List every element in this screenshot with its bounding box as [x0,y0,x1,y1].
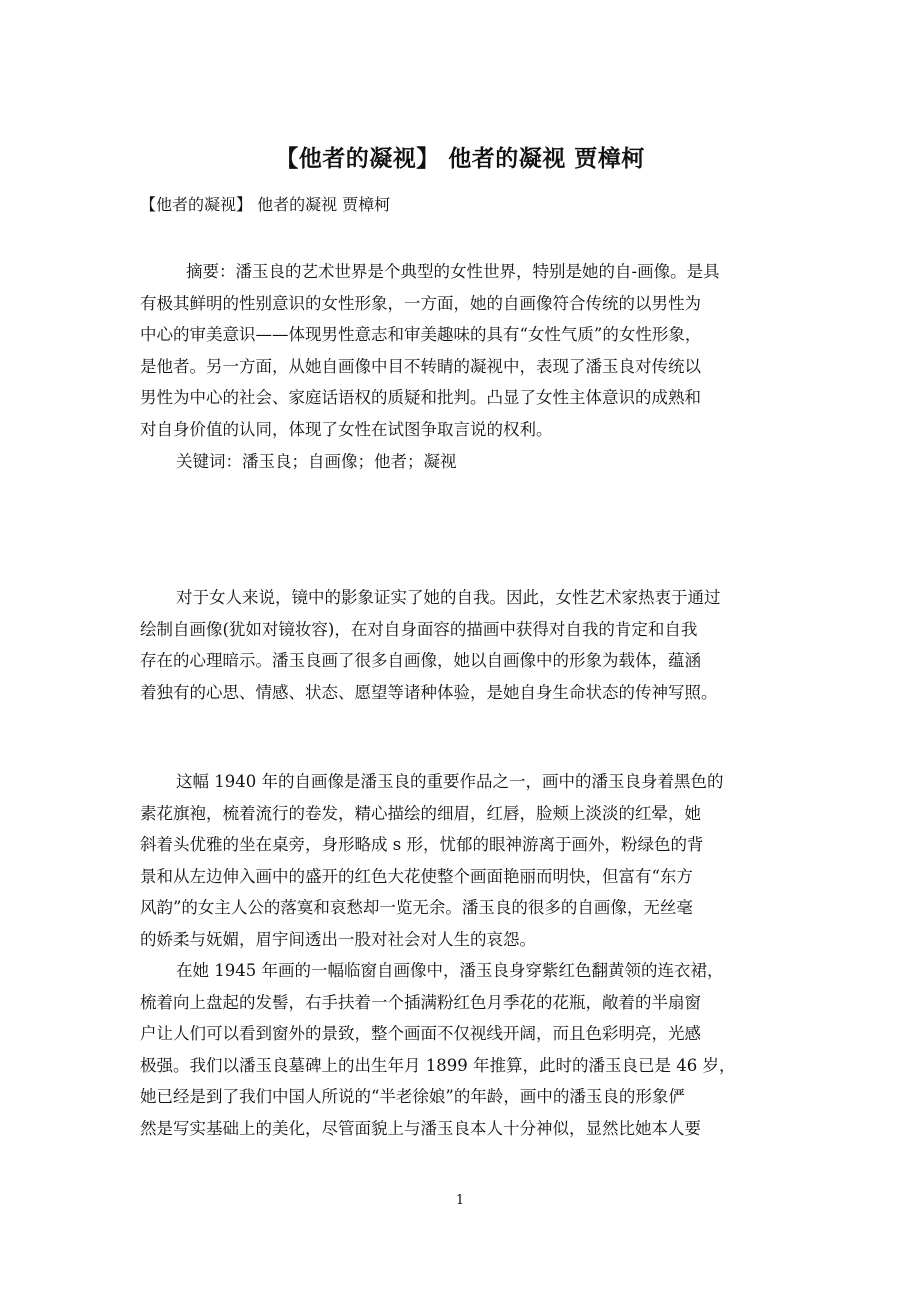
paragraph-line: 存在的心理暗示。潘玉良画了很多自画像，她以自画像中的形象为载体，蕴涵 [140,651,701,671]
abstract-section [140,256,800,477]
paragraph-line: 极强。我们以潘玉良墓碑上的出生年月 1899 年推算，此时的潘玉良已是 46 岁， [140,1055,736,1075]
keywords-line: 关键词：潘玉良；自画像；他者；凝视 [176,451,457,471]
abstract-line: 对自身价值的认同，体现了女性在试图争取言说的权利。 [140,419,553,439]
body-paragraph-2 [140,766,800,956]
paragraph-line: 这幅 1940 年的自画像是潘玉良的重要作品之一，画中的潘玉良身着黑色的 [176,772,724,791]
body-paragraph-3 [140,955,800,1145]
abstract-line: 摘要：潘玉良的艺术世界是个典型的女性世界，特别是她的自-画像。是具 [186,262,720,281]
abstract-line: 中心的审美意识——体现男性意志和审美趣味的具有“女性气质”的女性形象， [140,325,702,345]
paragraph-line: 斜着头优雅的坐在桌旁，身形略成 s 形，忧郁的眼神游离于画外，粉绿色的背 [140,835,704,855]
body-paragraph-1 [140,582,800,708]
paragraph-line: 着独有的心思、情感、状态、愿望等诸种体验，是她自身生命状态的传神写照。 [140,682,718,702]
paragraph-line: 对于女人来说，镜中的影象证实了她的自我。因此，女性艺术家热衷于通过 [176,588,721,607]
document-title: 【他者的凝视】 他者的凝视 贾樟柯 [275,145,645,172]
paragraph-line: 然是写实基础上的美化，尽管面貌上与潘玉良本人十分神似，显然比她本人要 [140,1118,701,1138]
paragraph-line: 户让人们可以看到窗外的景致，整个画面不仅视线开阔，而且色彩明亮，光感 [140,1024,701,1044]
paragraph-line: 她已经是到了我们中国人所说的“半老徐娘”的年龄，画中的潘玉良的形象俨 [140,1087,685,1107]
abstract-line: 是他者。另一方面，从她自画像中目不转睛的凝视中，表现了潘玉良对传统以 [140,356,701,376]
page-number: 1 [455,1193,465,1208]
paragraph-line: 风韵”的女主人公的落寞和哀愁却一览无余。潘玉良的很多的自画像，无丝毫 [140,898,693,918]
document-subtitle: 【他者的凝视】 他者的凝视 贾樟柯 [140,195,391,214]
abstract-line: 有极其鲜明的性别意识的女性形象，一方面，她的自画像符合传统的以男性为 [140,293,701,313]
paragraph-line: 素花旗袍，梳着流行的卷发，精心描绘的细眉，红唇，脸颊上淡淡的红晕，她 [140,803,701,823]
paragraph-line: 绘制自画像(犹如对镜妆容)，在对自身面容的描画中获得对自我的肯定和自我 [140,619,698,639]
paragraph-line: 在她 1945 年画的一幅临窗自画像中，潘玉良身穿紫红色翻黄领的连衣裙， [176,961,724,980]
paragraph-line: 的娇柔与妩媚，眉宇间透出一股对社会对人生的哀怨。 [140,929,536,949]
abstract-line: 男性为中心的社会、家庭话语权的质疑和批判。凸显了女性主体意识的成熟和 [140,388,701,408]
paragraph-line: 景和从左边伸入画中的盛开的红色大花使整个画面艳丽而明快，但富有“东方 [140,866,693,886]
paragraph-line: 梳着向上盘起的发髻，右手扶着一个插满粉红色月季花的花瓶，敞着的半扇窗 [140,992,701,1012]
